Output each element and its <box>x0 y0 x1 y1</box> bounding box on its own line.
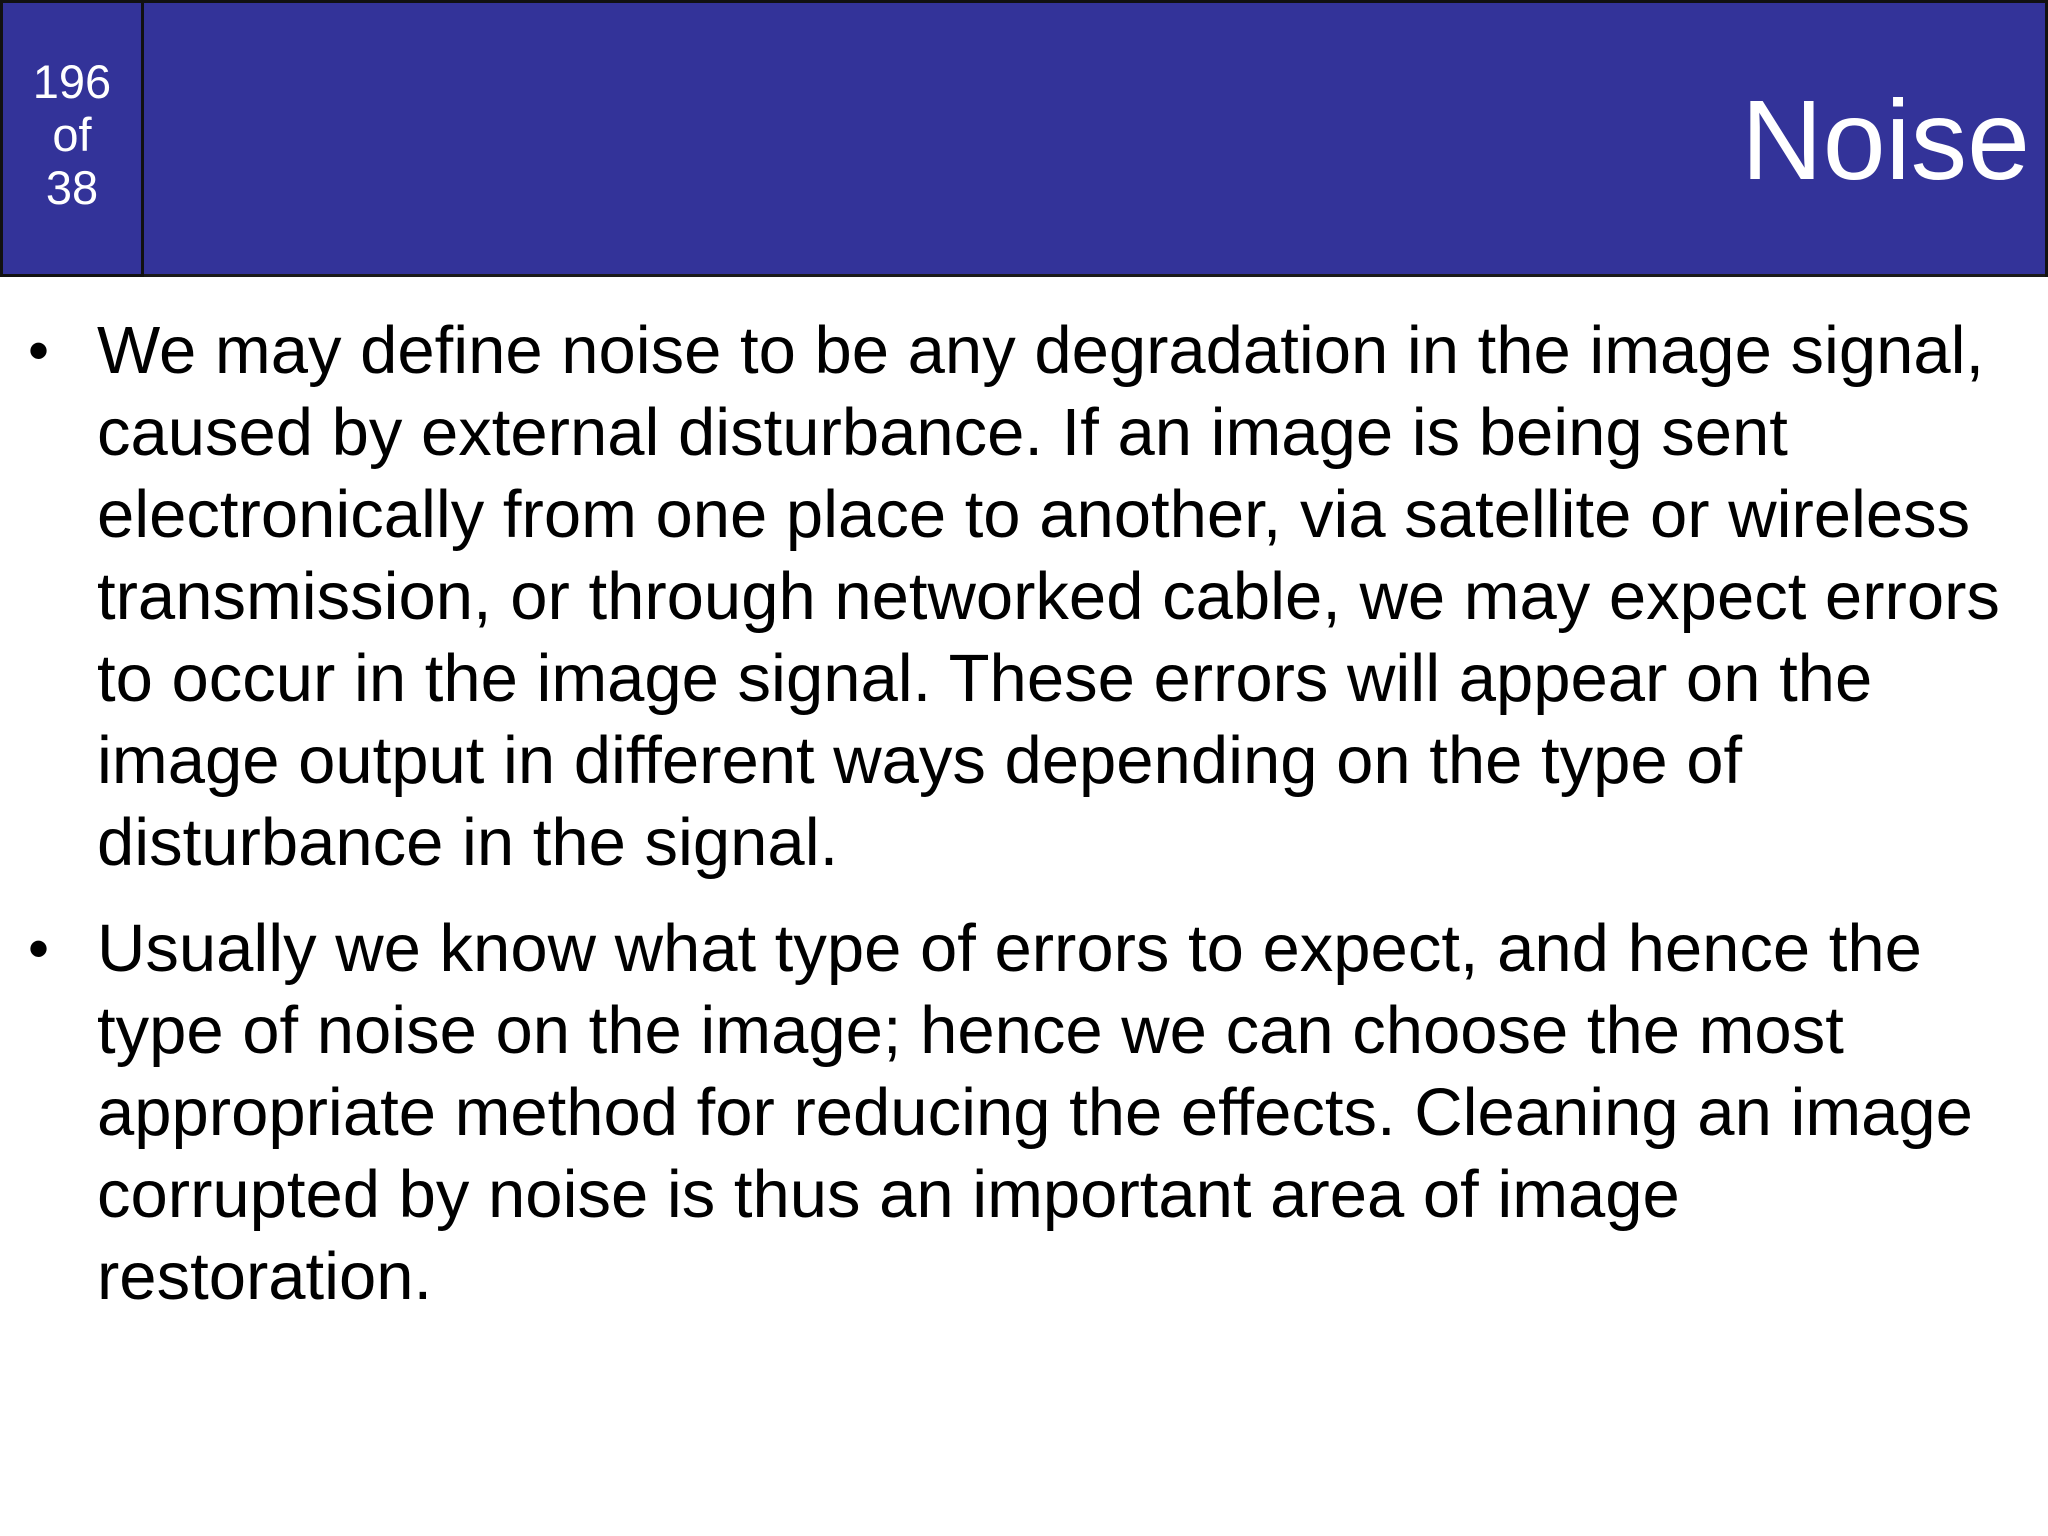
bullet-item-noise-definition <box>0 310 2048 884</box>
page-current-number: 196 <box>32 55 112 108</box>
bullet-item-noise-restoration <box>0 908 2048 1318</box>
page-of-label: of <box>52 108 92 161</box>
bullet-text-noise-definition: We may define noise to be any degradation in the image signal, caused by external disturbance. If an image is being sent electronically from one place to another, via satellite or wireless transmission, or through networked cable, we may expect errors to occur in the image signal. These errors will appear on the image output in different ways depending on the type of disturbance in the signal. <box>97 313 2000 880</box>
slide-title: Noise <box>1741 77 2030 203</box>
page-counter <box>0 0 144 277</box>
bullet-icon: • <box>28 915 50 982</box>
slide-header <box>0 0 2048 277</box>
bullet-icon: • <box>28 317 50 384</box>
page-total-number: 38 <box>45 161 99 214</box>
bullet-text-noise-restoration: Usually we know what type of errors to expect, and hence the type of noise on the image; hence we can choose the most appropriate method for reducing the effects. Cleaning an image corrupted by noise is thus an important area of image restoration. <box>97 911 1973 1314</box>
header-top-border <box>0 0 2048 3</box>
slide-body <box>0 310 2048 1342</box>
